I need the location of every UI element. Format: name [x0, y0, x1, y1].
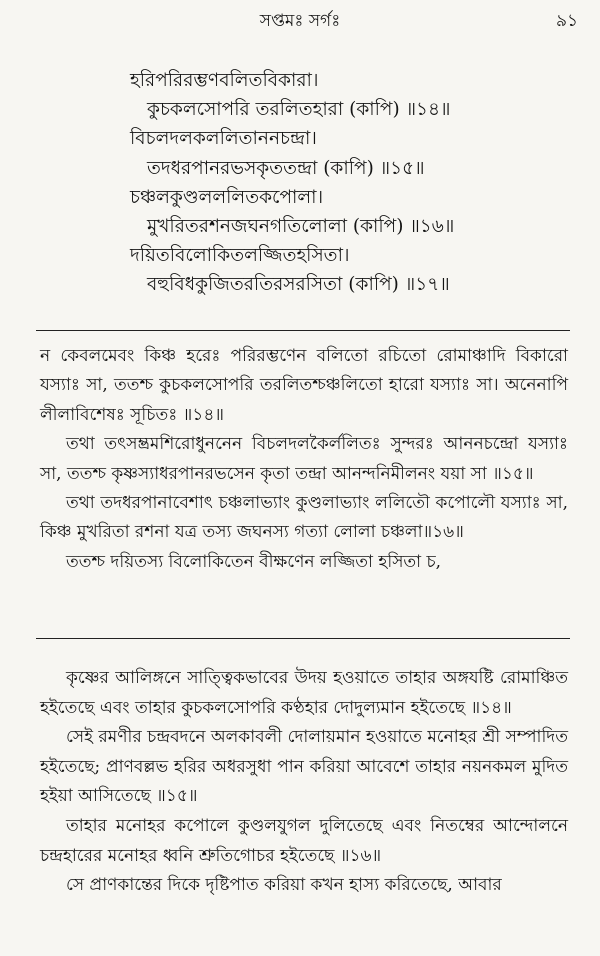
verse-line: বিচলদলকললিতাননচন্দ্রা। — [130, 128, 317, 150]
verse-line: কুচকলসোপরি তরলিতহারা (কাপি) ॥১৪॥ — [147, 99, 451, 121]
translation-paragraph: কৃষ্ণের আলিঙ্গনে সাত্ত্বিকভাবের উদয় হওয়াতে তাহার অঙ্গযষ্টি রোমাঞ্চিত হইতেছে এবং তাহার কুচকলসোপরি কণ্ঠহার দোদুল্যমান হইতেছে ॥১৪॥ — [40, 668, 568, 718]
verse-line: চঞ্চলকুণ্ডলললিতকপোলা। — [130, 186, 324, 208]
running-title: সপ্তমঃ সর্গঃ — [259, 11, 341, 31]
translation-paragraph: সে প্রাণকান্তের দিকে দৃষ্টিপাত করিয়া কখন হাস্য করিতেছে, আবার — [66, 875, 502, 896]
commentary-paragraph: তথা তৎসম্ভ্রমশিরোধুননেন বিচলদলকৈর্ললিতঃ সুন্দরঃ আননচন্দ্রো যস্যাঃ সা, ততশ্চ কৃষ্ণস্যাধরপানরভসেন কৃতা তন্দ্রা আনন্দনিমীলনং যয়া সা ॥১৫॥ — [40, 434, 568, 484]
verse-line: মুখরিতরশনজঘনগতিলোলা (কাপি) ॥১৬॥ — [147, 216, 455, 238]
verse-line: বহুবিধকুজিতরতিরসরসিতা (কাপি) ॥১৭॥ — [147, 274, 450, 296]
verse-line: তদধরপানরভসকৃততন্দ্রা (কাপি) ॥১৫॥ — [147, 157, 425, 179]
commentary-paragraph: ন কেবলমেবং কিঞ্চ হরেঃ পরিরম্ভণেন বলিতো রচিতো রোমাঞ্চাদি বিকারো যস্যাঃ সা, ততশ্চ কুচকলসোপরি তরলিতশ্চঞ্চলিতো হারো যস্যাঃ সা। অনেনাপি লীলাবিশেষঃ সূচিতঃ ॥১৪॥ — [40, 346, 568, 425]
translation-paragraph: সেই রমণীর চন্দ্রবদনে অলকাবলী দোলায়মান হওয়াতে মনোহর শ্রী সম্পাদিত হইতেছে; প্রাণবল্লভ হরির অধরসুধা পান করিয়া আবেশে তাহার নয়নকমল মুদিত হইয়া আসিতেছে ॥১৫॥ — [40, 727, 568, 807]
commentary-paragraph: তথা তদধরপানাবেশাৎ চঞ্চলাভ্যাং কুণ্ডলাভ্যাং ললিতৌ কপোলৌ যস্যাঃ সা, কিঞ্চ মুখরিতা রশনা যত্র তস্য জঘনস্য গত্যা লোলা চঞ্চলা॥১৬॥ — [40, 493, 568, 543]
verse-line: হরিপরিরম্ভণবলিতবিকারা। — [130, 70, 319, 91]
page-number: ৯১ — [555, 11, 578, 31]
section-divider — [36, 638, 570, 639]
commentary-paragraph: ততশ্চ দয়িতস্য বিলোকিতেন বীক্ষণেন লজ্জিতা হসিতা চ, — [66, 551, 442, 572]
page-header — [0, 6, 600, 32]
translation-paragraph: তাহার মনোহর কপোলে কুণ্ডলযুগল দুলিতেছে এবং নিতম্বের আন্দোলনে চন্দ্রহারের মনোহর ধ্বনি শ্রুতিগোচর হইতেছে ॥১৬॥ — [40, 815, 568, 866]
sanskrit-commentary — [40, 342, 568, 577]
section-divider — [36, 330, 570, 331]
verse-line: দয়িতবিলোকিতলজ্জিতহসিতা। — [130, 245, 350, 267]
bengali-translation — [40, 664, 568, 901]
verse-block — [0, 66, 600, 300]
